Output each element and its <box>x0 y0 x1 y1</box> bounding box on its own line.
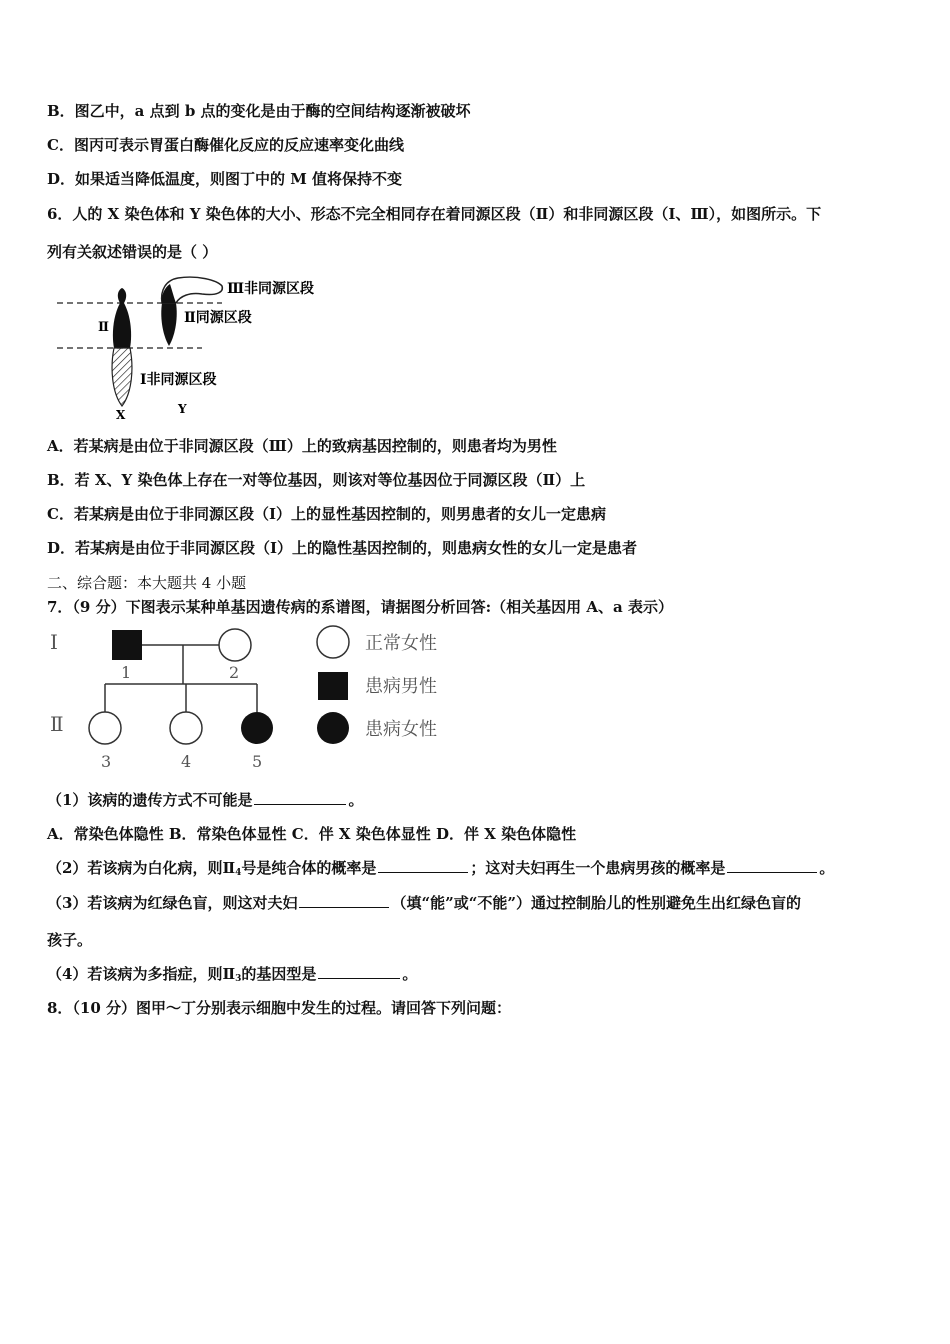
q5-option-d: D．如果适当降低温度，则图丁中的 M 值将保持不变 <box>47 170 403 188</box>
answer-blank-4[interactable] <box>299 893 389 908</box>
q7-options: A．常染色体隐性 B．常染色体显性 C．伴 X 染色体显性 D．伴 X 染色体隐性 <box>47 825 577 843</box>
answer-blank-1[interactable] <box>254 790 346 805</box>
q7-part3: （3）若该病为红绿色盲，则这对夫妇 （填“能”或“不能”）通过控制胎儿的性别避免生出红绿色盲的 <box>47 894 801 912</box>
legend-affected-male-label: 患病男性 <box>365 676 437 697</box>
answer-blank-2[interactable] <box>378 858 468 873</box>
legend-affected-female-icon <box>317 712 349 744</box>
q5-option-b: B．图乙中，a 点到 b 点的变化是由于酶的空间结构逐渐被破坏 <box>47 102 471 120</box>
q6-option-c: C．若某病是由位于非同源区段（Ⅰ）上的显性基因控制的，则男患者的女儿一定患病 <box>47 505 606 523</box>
label-n3: 3 <box>101 752 112 771</box>
label-iii-non-homologous: Ⅲ非同源区段 <box>227 281 315 297</box>
q6-option-b: B．若 X、Y 染色体上存在一对等位基因，则该对等位基因位于同源区段（Ⅱ）上 <box>47 471 586 489</box>
label-x: X <box>116 408 126 422</box>
label-ii-roman: Ⅱ <box>98 320 109 335</box>
label-y: Y <box>178 402 187 416</box>
individual-i2-normal-female <box>219 629 251 661</box>
q6-option-d: D．若某病是由位于非同源区段（Ⅰ）上的隐性基因控制的，则患病女性的女儿一定是患者 <box>47 539 638 557</box>
label-n4: 4 <box>181 752 192 771</box>
label-n1: 1 <box>121 663 132 682</box>
generation-i-label: Ⅰ <box>50 630 58 654</box>
legend-affected-male-icon <box>318 672 348 700</box>
xy-chromosome-figure <box>52 268 352 423</box>
label-n2: 2 <box>229 663 240 682</box>
individual-i1-affected-male <box>112 630 142 660</box>
generation-ii-label: Ⅱ <box>50 712 64 736</box>
q7-part1: （1）该病的遗传方式不可能是 。 <box>47 791 364 809</box>
q6-option-a: A．若某病是由位于非同源区段（Ⅲ）上的致病基因控制的，则患者均为男性 <box>47 437 557 455</box>
label-ii-homologous: Ⅱ同源区段 <box>184 310 252 326</box>
legend-normal-female-label: 正常女性 <box>365 633 437 654</box>
answer-blank-3[interactable] <box>727 858 817 873</box>
individual-ii3-normal-female <box>89 712 121 744</box>
q5-option-c: C．图丙可表示胃蛋白酶催化反应的反应速率变化曲线 <box>47 136 404 154</box>
q6-stem-line1: 6．人的 X 染色体和 Y 染色体的大小、形态不完全相同存在着同源区段（Ⅱ）和非同源区段（Ⅰ、Ⅲ），如图所示。下 <box>47 205 822 223</box>
answer-blank-5[interactable] <box>318 964 400 979</box>
q7-stem: 7．（9 分）下图表示某种单基因遗传病的系谱图，请据图分析回答:（相关基因用 A、a 表示） <box>47 598 673 616</box>
q7-part2: （2）若该病为白化病，则$Ⅱ_4$号是纯合体的概率是 ；这对夫妇再生一个患病男孩的概率是 。 <box>47 859 835 878</box>
q7-part4: （4）若该病为多指症，则$Ⅱ_3$的基因型是 。 <box>47 965 418 984</box>
q7-part3-line2: 孩子。 <box>47 931 93 949</box>
label-i-non-homologous: Ⅰ非同源区段 <box>140 372 217 388</box>
legend-normal-female-icon <box>317 626 349 658</box>
individual-ii5-affected-female <box>241 712 273 744</box>
q6-stem-line2: 列有关叙述错误的是（ ） <box>47 243 218 261</box>
individual-ii4-normal-female <box>170 712 202 744</box>
label-n5: 5 <box>252 752 263 771</box>
section2-heading: 二、综合题：本大题共 4 小题 <box>47 574 247 592</box>
legend-affected-female-label: 患病女性 <box>365 719 437 740</box>
pedigree-chart <box>47 622 467 774</box>
q8-stem: 8．（10 分）图甲～丁分别表示细胞中发生的过程。请回答下列问题： <box>47 999 512 1017</box>
x-chromosome <box>112 288 132 406</box>
